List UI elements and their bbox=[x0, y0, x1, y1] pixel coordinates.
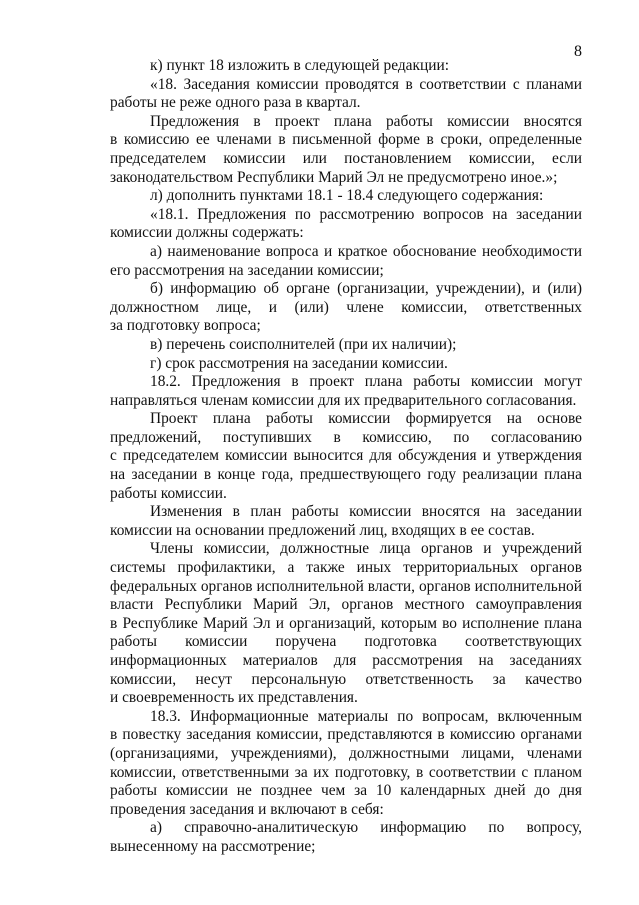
text-line: в повестку заседания комиссии, представляются в комиссию органами bbox=[110, 726, 582, 744]
paragraph-p-18-2 bbox=[110, 373, 582, 410]
paragraph-p-18-2-members bbox=[110, 540, 582, 707]
text-line: «18. Заседания комиссии проводятся в соответствии с планами bbox=[150, 75, 582, 93]
document-body bbox=[110, 57, 582, 857]
paragraph-p-18-1-v bbox=[110, 336, 582, 355]
text-line: за подготовку вопроса; bbox=[110, 317, 261, 335]
paragraph-p-l bbox=[110, 187, 582, 206]
text-line: к) пункт 18 изложить в следующей редакции: bbox=[150, 57, 449, 74]
paragraph-p-18-1-a bbox=[110, 243, 582, 280]
text-line: Предложения в проект плана работы комиссии вносятся bbox=[150, 112, 582, 130]
text-line: а) наименование вопроса и краткое обоснование необходимости bbox=[150, 242, 582, 260]
text-line: 18.3. Информационные материалы по вопросам, включенным bbox=[150, 707, 582, 725]
text-line: (организациями, учреждениями), должностными лицами, членами bbox=[110, 744, 582, 762]
text-line: комиссии, несут персональную ответственность за качество bbox=[110, 670, 582, 688]
text-line: проведения заседания и включают в себя: bbox=[110, 800, 384, 818]
text-line: на заседании в конце года, предшествующего году реализации плана bbox=[110, 466, 582, 484]
text-line: г) срок рассмотрения на заседании комиссии. bbox=[150, 354, 448, 372]
text-line: вынесенному на рассмотрение; bbox=[110, 837, 316, 855]
text-line: в) перечень соисполнителей (при их наличии); bbox=[150, 335, 457, 353]
text-line: системы профилактики, а также иных территориальных органов bbox=[110, 559, 582, 577]
text-line: должностном лице, и (или) члене комиссии, ответственных bbox=[110, 298, 582, 316]
text-line: комиссии, ответственными за их подготовку, в соответствии с планом bbox=[110, 763, 582, 781]
paragraph-p-18 bbox=[110, 76, 582, 113]
text-line: комиссии должны содержать: bbox=[110, 224, 304, 242]
text-line: и своевременность их представления. bbox=[110, 689, 358, 707]
page-number: 8 bbox=[574, 43, 582, 60]
paragraph-p-18-proposals bbox=[110, 113, 582, 187]
text-line: б) информацию об органе (организации, учреждении), и (или) bbox=[150, 280, 582, 298]
paragraph-p-18-3-a bbox=[110, 819, 582, 856]
paragraph-p-18-2-changes bbox=[110, 503, 582, 540]
text-line: Изменения в план работы комиссии вносятся на заседании bbox=[150, 503, 582, 521]
text-line: федеральных органов исполнительной власти, органов исполнительной bbox=[110, 577, 582, 595]
paragraph-p-18-1 bbox=[110, 206, 582, 243]
text-line: с председателем комиссии выносится для обсуждения и утверждения bbox=[110, 447, 582, 465]
text-line: в Республике Марий Эл и организаций, которым во исполнение плана bbox=[110, 614, 582, 632]
text-line: предложений, поступивших в комиссию, по согласованию bbox=[110, 428, 582, 446]
text-line: законодательством Республики Марий Эл не предусмотрено иное.»; bbox=[110, 168, 558, 186]
text-line: его рассмотрения на заседании комиссии; bbox=[110, 261, 384, 279]
text-line: председателем комиссии или постановлением комиссии, если bbox=[110, 149, 582, 167]
text-line: направляться членам комиссии для их предварительного согласования. bbox=[110, 391, 577, 409]
text-line: 18.2. Предложения в проект плана работы комиссии могут bbox=[150, 373, 582, 391]
text-line: работы комиссии поручена подготовка соответствующих bbox=[110, 633, 582, 651]
text-line: а) справочно-аналитическую информацию по вопросу, bbox=[150, 819, 582, 837]
text-line: информационных материалов для рассмотрения на заседаниях bbox=[110, 652, 582, 669]
text-line: в комиссию ее членами в письменной форме в сроки, определенные bbox=[110, 131, 582, 149]
text-line: работы комиссии не позднее чем за 10 календарных дней до дня bbox=[110, 782, 582, 800]
text-line: власти Республики Марий Эл, органов местного самоуправления bbox=[110, 596, 582, 614]
text-line: работы не реже одного раза в квартал. bbox=[110, 94, 361, 112]
text-line: л) дополнить пунктами 18.1 - 18.4 следующего содержания: bbox=[150, 187, 544, 205]
paragraph-p-18-1-b bbox=[110, 280, 582, 336]
paragraph-p-18-1-g bbox=[110, 355, 582, 374]
paragraph-p-18-3 bbox=[110, 708, 582, 820]
text-line: Проект плана работы комиссии формируется на основе bbox=[150, 410, 582, 428]
text-line: комиссии на основании предложений лиц, входящих в ее состав. bbox=[110, 521, 535, 539]
paragraph-p-18-2-project bbox=[110, 410, 582, 503]
text-line: работы комиссии. bbox=[110, 484, 227, 502]
text-line: «18.1. Предложения по рассмотрению вопросов на заседании bbox=[150, 205, 582, 223]
paragraph-p-k bbox=[110, 57, 582, 76]
text-line: Члены комиссии, должностные лица органов и учреждений bbox=[150, 540, 582, 558]
